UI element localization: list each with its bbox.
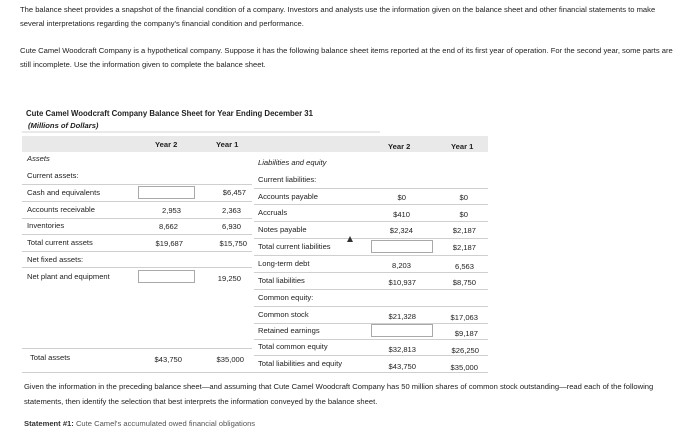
cs-y1: $17,063	[450, 313, 478, 322]
col-header-assets-year2: Year 2	[155, 140, 178, 149]
row-divider	[22, 184, 252, 185]
ce-label: Common equity:	[258, 293, 314, 302]
statement-1	[24, 419, 255, 428]
table-bottom-border	[22, 372, 488, 373]
row-divider	[22, 201, 252, 202]
tle-y1: $35,000	[450, 363, 478, 372]
tle-y2: $43,750	[388, 362, 416, 371]
tca-y1: $15,750	[219, 239, 247, 248]
npe-y2-input[interactable]	[138, 270, 195, 283]
cash-label: Cash and equivalents	[27, 188, 101, 197]
row-divider	[22, 348, 252, 349]
current-assets-label: Current assets:	[27, 171, 79, 180]
tl-label: Total liabilities	[258, 276, 305, 285]
row-divider	[22, 251, 252, 252]
tce-y1: $26,250	[451, 346, 479, 355]
inv-y1: 6,930	[221, 222, 241, 231]
ltd-y2: 8,203	[391, 261, 411, 270]
inv-label: Inventories	[27, 221, 65, 230]
ltd-label: Long-term debt	[258, 259, 310, 268]
tl-y2: $10,937	[388, 278, 416, 287]
ap-y2: $0	[397, 193, 406, 202]
tcl-label: Total current liabilities	[258, 242, 331, 251]
np-label: Notes payable	[258, 225, 307, 234]
row-divider	[254, 204, 488, 205]
ar-y1: 2,363	[221, 206, 241, 215]
cs-y2: $21,328	[388, 312, 416, 321]
sheet-subtitle: (Millions of Dollars)	[28, 121, 99, 130]
row-divider	[254, 188, 488, 189]
nfa-label: Net fixed assets:	[27, 255, 84, 264]
accruals-y2: $410	[393, 210, 410, 219]
current-liab-label: Current liabilities:	[258, 175, 317, 184]
statement-label: Statement #1:	[24, 419, 74, 428]
tle-label: Total liabilities and equity	[258, 359, 343, 368]
row-divider	[22, 218, 252, 219]
row-divider	[254, 238, 488, 239]
re-label: Retained earnings	[258, 326, 320, 335]
header-band	[22, 136, 488, 152]
ar-label: Accounts receivable	[27, 205, 95, 214]
np-y2: $2,324	[389, 226, 413, 235]
liab-heading: Liabilities and equity	[258, 158, 327, 167]
row-divider	[254, 255, 488, 256]
assets-heading: Assets	[27, 154, 50, 163]
npe-label: Net plant and equipment	[27, 272, 110, 281]
ta-label: Total assets	[30, 353, 71, 362]
ta-y1: $35,000	[216, 355, 244, 364]
ltd-y1: 6,563	[454, 262, 474, 271]
re-y1: $9,187	[454, 329, 478, 338]
ta-y2: $43,750	[154, 355, 182, 364]
accruals-y1: $0	[459, 210, 468, 219]
mouse-cursor-icon	[347, 236, 353, 242]
ar-y2: 2,953	[161, 206, 181, 215]
inv-y2: 8,662	[158, 222, 178, 231]
tcl-y1: $2,187	[452, 243, 476, 252]
row-divider	[22, 234, 252, 235]
tl-y1: $8,750	[452, 278, 476, 287]
re-y2-input[interactable]	[371, 324, 433, 337]
statement-text: Cute Camel's accumulated owed financial obligations	[75, 419, 256, 428]
row-divider	[254, 221, 488, 222]
ap-label: Accounts payable	[258, 192, 318, 201]
sheet-title: Cute Camel Woodcraft Company Balance Sheet for Year Ending December 31	[26, 109, 313, 118]
tce-label: Total common equity	[258, 342, 328, 351]
cash-y1: $6,457	[222, 188, 246, 197]
row-divider	[254, 355, 488, 356]
ap-y1: $0	[459, 193, 468, 202]
cash-y2-input[interactable]	[138, 186, 195, 199]
intro-paragraph-1: The balance sheet provides a snapshot of the financial condition of a company. Investors and analysts use the information given on the balance sheet and other financial statements to make several interpretations regarding the company's financial condition and performance.	[20, 5, 656, 28]
npe-y1: 19,250	[217, 274, 241, 283]
col-header-liab-year2: Year 2	[388, 142, 411, 151]
row-divider	[254, 306, 488, 307]
row-divider	[254, 272, 488, 273]
np-y1: $2,187	[452, 226, 476, 235]
row-divider	[22, 267, 252, 268]
row-divider	[254, 339, 488, 340]
tcl-y2-input[interactable]	[371, 240, 433, 253]
row-divider	[254, 289, 488, 290]
title-underline	[22, 131, 380, 133]
col-header-assets-year1: Year 1	[216, 140, 239, 149]
cs-label: Common stock	[258, 310, 309, 319]
intro-paragraph-2: Cute Camel Woodcraft Company is a hypothetical company. Suppose it has the following balance sheet items reported at the end of its first year of operation. For the second year, some parts are still incomplete. Use the information given to complete the balance sheet.	[20, 46, 673, 69]
accruals-label: Accruals	[258, 208, 288, 217]
tca-y2: $19,687	[155, 239, 183, 248]
tca-label: Total current assets	[27, 238, 93, 247]
col-header-liab-year1: Year 1	[451, 142, 474, 151]
outro-paragraph: Given the information in the preceding balance sheet—and assuming that Cute Camel Woodcraft Company has 50 million shares of common stock outstanding—read each of the following statements, then identify the selection that best interprets the information conveyed by the balance sheet.	[24, 382, 654, 406]
tce-y2: $32,813	[388, 345, 416, 354]
